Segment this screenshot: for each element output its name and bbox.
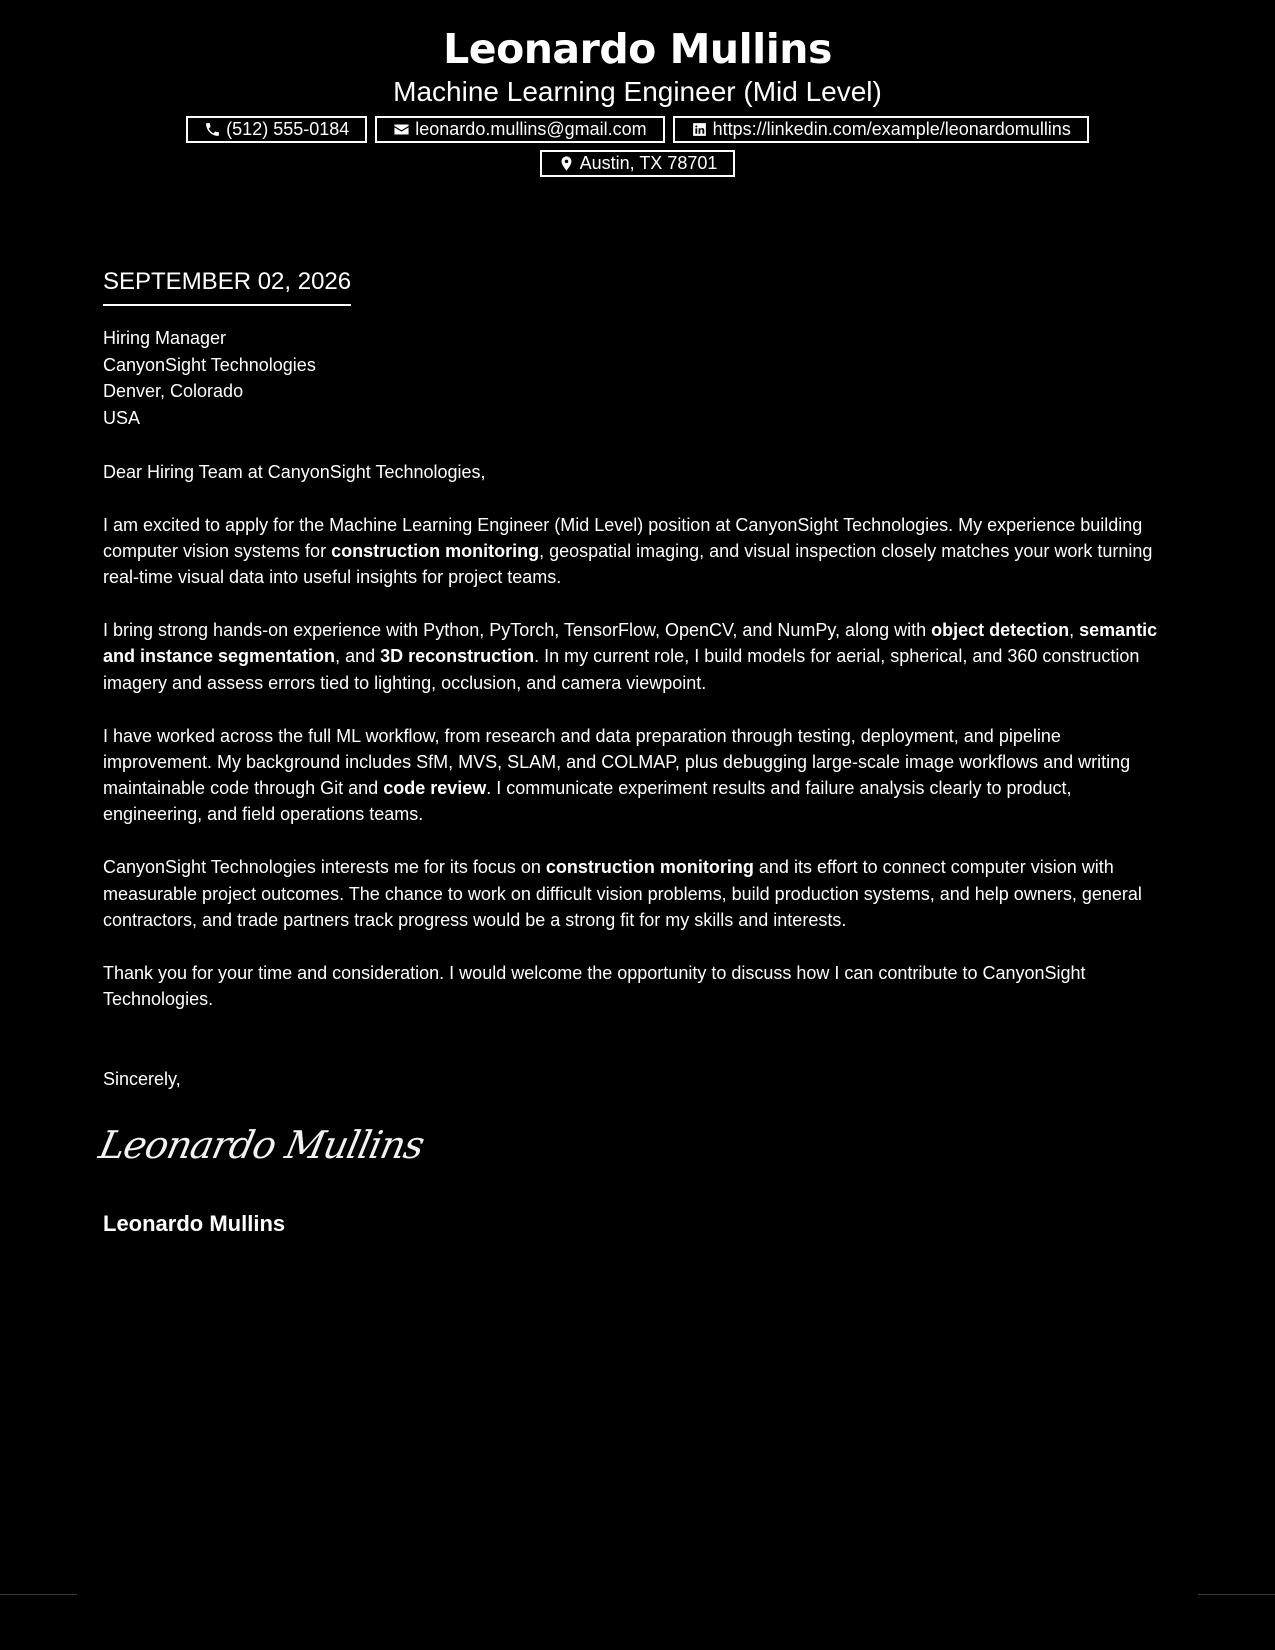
- letter-header: [0, 22, 1275, 177]
- recipient-line: Denver, Colorado: [103, 381, 244, 401]
- job-title: Machine Learning Engineer (Mid Level): [393, 76, 882, 107]
- map-pin-icon: [558, 155, 575, 172]
- paragraph-4: [103, 854, 1173, 933]
- text-run: . In my current role, I build models for aerial, spherical, and 360 construction imagery and assess errors tied to lighting, occlusion, and camera viewpoint.: [103, 646, 1140, 693]
- bold-term: code review: [383, 778, 487, 799]
- paragraph-2: [103, 617, 1173, 696]
- email-text: leonardo.mullins@gmail.com: [415, 119, 647, 139]
- bold-term: construction monitoring: [545, 857, 754, 878]
- text-run: I am excited to apply for the Machine Learning Engineer (Mid Level) position at CanyonSight Technologies. My experience building computer vision systems for: [103, 514, 1143, 562]
- text-run: CanyonSight Technologies interests me for its focus on: [103, 857, 546, 878]
- letter-body: [103, 459, 1173, 1039]
- text-run: ,: [1069, 620, 1080, 641]
- applicant-name: Leonardo Mullins: [443, 25, 832, 73]
- text-run: , geospatial imaging, and visual inspection closely matches your work turning real-time visual data into useful insights for project teams.: [103, 541, 1153, 588]
- bold-term: semantic and instance segmentation: [103, 620, 1158, 667]
- footer-divider-left: [0, 1594, 77, 1595]
- phone-text: (512) 555-0184: [226, 119, 350, 139]
- linkedin-contact[interactable]: [673, 116, 1089, 143]
- recipient-line: USA: [103, 407, 141, 428]
- footer-divider-right: [1198, 1594, 1275, 1595]
- text-run: I have worked across the full ML workflow, from research and data preparation through testing, deployment, and pipeline improvement. My background includes SfM, MVS, SLAM, and COLMAP, plus debugging large-scale image workflows and writing maintainable code through Git and: [103, 725, 1131, 799]
- letter-date: SEPTEMBER 02, 2026: [103, 268, 351, 306]
- printed-name: Leonardo Mullins: [103, 1211, 286, 1236]
- recipient-address: [103, 325, 316, 431]
- paragraph-1: [103, 512, 1173, 591]
- bold-term: construction monitoring: [331, 541, 540, 562]
- email-contact[interactable]: [375, 116, 664, 143]
- linkedin-icon: [691, 121, 708, 138]
- location-contact: [540, 150, 736, 177]
- linkedin-text: https://linkedin.com/example/leonardomullins: [712, 119, 1071, 139]
- location-text: Austin, TX 78701: [579, 153, 718, 173]
- contact-row: [0, 116, 1275, 143]
- phone-icon: [204, 121, 221, 138]
- text-run: and its effort to connect computer vision with measurable project outcomes. The chance to work on difficult vision problems, build production systems, and help owners, general contractors, and trade partners track progress would be a strong fit for my skills and interests.: [103, 857, 1142, 930]
- text-run: . I communicate experiment results and failure analysis clearly to product, engineering, and field operations teams.: [103, 778, 1072, 825]
- letter-date-block: [103, 268, 351, 306]
- closing: Sincerely,: [103, 1069, 181, 1089]
- text-run: I bring strong hands-on experience with Python, PyTorch, TensorFlow, OpenCV, and NumPy, along with: [103, 620, 932, 641]
- bold-term: object detection: [931, 620, 1070, 641]
- handwritten-signature: Leonardo Mullins: [95, 1123, 428, 1167]
- text-run: , and: [335, 646, 381, 667]
- salutation: Dear Hiring Team at CanyonSight Technologies,: [103, 462, 486, 482]
- phone-contact[interactable]: [186, 116, 367, 143]
- paragraph-3: [103, 723, 1173, 828]
- recipient-line: CanyonSight Technologies: [103, 354, 316, 375]
- bold-term: 3D reconstruction: [380, 646, 535, 667]
- contact-row-location: [0, 150, 1275, 177]
- recipient-line: Hiring Manager: [103, 328, 227, 348]
- envelope-icon: [393, 121, 410, 138]
- paragraph-5: Thank you for your time and consideration. I would welcome the opportunity to discuss how I can contribute to CanyonSight Technologies.: [103, 962, 1086, 1009]
